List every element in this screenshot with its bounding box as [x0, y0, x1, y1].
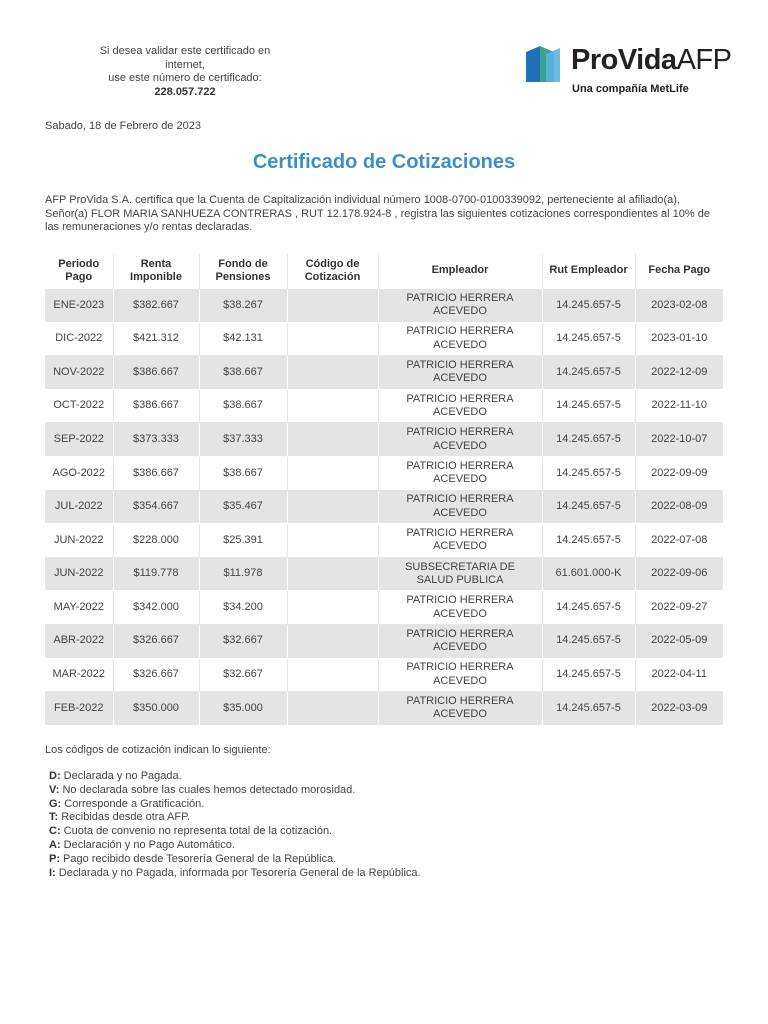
cell-rut: 14.245.657-5: [542, 456, 635, 490]
column-header-line: Imponible: [130, 271, 182, 283]
table-row: [45, 658, 723, 692]
intro-paragraph: AFP ProVida S.A. certifica que la Cuenta de Capitalización individual número 1008-0700-0100339092, perteneciente al afiliado(a), Señor(a) FLOR MARIA SANHUEZA CONTRERAS , RUT 12.178.924-8 , registra las siguientes cotizaciones correspondientes al 10% de las remuneraciones y/o rentas declaradas.: [45, 194, 710, 234]
empleador-line: ACEVEDO: [433, 674, 487, 687]
code-letter: I:: [49, 866, 56, 879]
empleador-line: ACEVEDO: [433, 708, 487, 721]
page-title: Certificado de Cotizaciones: [252, 151, 516, 173]
empleador-line: ACEVEDO: [433, 641, 487, 654]
cell-fecha: 2022-09-09: [635, 456, 723, 490]
cell-empleador: [378, 322, 542, 356]
code-item: [49, 811, 421, 825]
cell-rut: 14.245.657-5: [542, 356, 635, 390]
table-row: [45, 591, 723, 625]
cell-fecha: 2022-09-27: [635, 591, 723, 625]
cell-renta: $342.000: [113, 591, 199, 625]
cell-renta: $326.667: [113, 658, 199, 692]
column-header: [113, 253, 199, 289]
cell-fecha: 2022-03-09: [635, 692, 723, 726]
empleador-line: ACEVEDO: [433, 305, 487, 318]
cell-renta: $373.333: [113, 423, 199, 457]
table-row: [45, 490, 723, 524]
cell-fecha: 2022-08-09: [635, 490, 723, 524]
cell-fecha: 2022-09-06: [635, 557, 723, 591]
code-description: No declarada sobre las cuales hemos detectado morosidad.: [59, 783, 356, 796]
empleador-line: PATRICIO HERRERA: [406, 493, 514, 506]
cell-codigo: [287, 423, 378, 457]
cell-codigo: [287, 289, 378, 322]
code-description: Recibidas desde otra AFP.: [58, 811, 191, 824]
logo-wordmark: [571, 44, 731, 77]
empleador-line: ACEVEDO: [433, 473, 487, 486]
cell-fecha: 2022-12-09: [635, 356, 723, 390]
cell-renta: $350.000: [113, 692, 199, 726]
code-letter: C:: [49, 825, 61, 838]
cell-fondo: $38.667: [199, 389, 287, 423]
table-row: [45, 692, 723, 726]
empleador-line: ACEVEDO: [433, 372, 487, 385]
empleador-line: PATRICIO HERRERA: [406, 627, 514, 640]
cell-periodo: DIC-2022: [45, 322, 113, 356]
cell-periodo: NOV-2022: [45, 356, 113, 390]
provida-logo-mark-icon: [524, 44, 564, 84]
certificate-number: 228.057.722: [154, 85, 216, 98]
table-row: [45, 423, 723, 457]
cell-rut: 14.245.657-5: [542, 289, 635, 322]
column-header-line: Empleador: [431, 264, 489, 277]
cell-codigo: [287, 322, 378, 356]
cell-fondo: $38.267: [199, 289, 287, 322]
code-letter: T:: [49, 811, 59, 824]
cell-renta: $119.778: [113, 557, 199, 591]
cell-fondo: $11.978: [199, 557, 287, 591]
validation-line-3: use este número de certificado:: [108, 72, 262, 84]
empleador-line: PATRICIO HERRERA: [406, 459, 514, 472]
cell-rut: 14.245.657-5: [542, 692, 635, 726]
cell-periodo: MAR-2022: [45, 658, 113, 692]
cell-empleador: [378, 658, 542, 692]
contributions-table: [45, 253, 723, 726]
cell-renta: $386.667: [113, 456, 199, 490]
cell-rut: 14.245.657-5: [542, 658, 635, 692]
cell-renta: $382.667: [113, 289, 199, 322]
column-header-line: Pensiones: [215, 271, 271, 283]
cell-fecha: 2022-07-08: [635, 524, 723, 558]
table-row: [45, 456, 723, 490]
code-letter: G:: [49, 797, 62, 810]
cell-periodo: OCT-2022: [45, 389, 113, 423]
table-row: [45, 389, 723, 423]
cell-codigo: [287, 456, 378, 490]
validation-line-2: internet,: [165, 58, 205, 71]
cell-fecha: 2022-11-10: [635, 389, 723, 423]
empleador-line: PATRICIO HERRERA: [406, 526, 514, 539]
column-header-line: Fecha Pago: [648, 264, 711, 277]
column-header-line: Pago: [65, 271, 93, 283]
table-header-row: [45, 253, 723, 289]
cell-renta: $386.667: [113, 356, 199, 390]
table-row: [45, 524, 723, 558]
cell-fondo: $34.200: [199, 591, 287, 625]
column-header: [287, 253, 378, 289]
code-item: [49, 784, 421, 798]
cell-empleador: [378, 389, 542, 423]
cell-renta: $386.667: [113, 389, 199, 423]
empleador-line: ACEVEDO: [433, 506, 487, 519]
issue-date: Sabado, 18 de Febrero de 2023: [45, 120, 201, 132]
code-letter: D:: [49, 770, 61, 782]
code-letter: V:: [49, 783, 60, 796]
cell-fecha: 2023-01-10: [635, 322, 723, 356]
column-header-line: Fondo de: [218, 257, 268, 270]
empleador-line: PATRICIO HERRERA: [406, 358, 514, 371]
empleador-line: ACEVEDO: [433, 338, 487, 351]
codes-legend: [49, 770, 421, 880]
code-item: [49, 770, 421, 784]
cell-renta: $228.000: [113, 524, 199, 558]
cell-fondo: $35.000: [199, 692, 287, 726]
cell-fecha: 2022-05-09: [635, 624, 723, 658]
empleador-line: PATRICIO HERRERA: [406, 594, 514, 607]
empleador-line: PATRICIO HERRERA: [406, 392, 514, 405]
column-header: [542, 253, 635, 289]
cell-rut: 14.245.657-5: [542, 423, 635, 457]
code-description: Declaración y no Pago Automático.: [60, 838, 235, 851]
column-header-line: Código de: [305, 257, 360, 270]
validation-line-1: Si desea validar este certificado en: [99, 45, 271, 57]
cell-codigo: [287, 658, 378, 692]
code-description: Pago recibido desde Tesorería General de la República.: [60, 852, 337, 865]
column-header: [199, 253, 287, 289]
cell-empleador: [378, 356, 542, 390]
column-header-line: Renta: [140, 257, 172, 270]
code-description: Declarada y no Pagada, informada por Tesorería General de la República.: [55, 866, 421, 879]
cell-periodo: MAY-2022: [45, 591, 113, 625]
logo-brand: ProVida: [571, 44, 677, 76]
cell-rut: 61.601.000-K: [542, 557, 635, 591]
column-header-line: Periodo: [58, 257, 100, 270]
cell-empleador: [378, 423, 542, 457]
cell-rut: 14.245.657-5: [542, 591, 635, 625]
cell-codigo: [287, 490, 378, 524]
logo-suffix: AFP: [676, 44, 732, 76]
table-row: [45, 322, 723, 356]
empleador-line: PATRICIO HERRERA: [406, 426, 514, 439]
empleador-line: ACEVEDO: [433, 406, 487, 419]
cell-codigo: [287, 524, 378, 558]
code-description: Cuota de convenio no representa total de la cotización.: [60, 825, 333, 838]
cell-empleador: [378, 591, 542, 625]
cell-fondo: $32.667: [199, 658, 287, 692]
cell-renta: $421.312: [113, 322, 199, 356]
empleador-line: PATRICIO HERRERA: [406, 661, 514, 674]
cell-empleador: [378, 289, 542, 322]
cell-rut: 14.245.657-5: [542, 624, 635, 658]
cell-fondo: $32.667: [199, 624, 287, 658]
cell-codigo: [287, 692, 378, 726]
provida-logo: [524, 44, 732, 100]
cell-fondo: $38.667: [199, 456, 287, 490]
code-item: [49, 798, 421, 812]
column-header: [378, 253, 542, 289]
cell-fondo: $37.333: [199, 423, 287, 457]
cell-periodo: JUN-2022: [45, 524, 113, 558]
cell-renta: $326.667: [113, 624, 199, 658]
code-description: Corresponde a Gratificación.: [61, 797, 205, 810]
cell-periodo: JUN-2022: [45, 557, 113, 591]
cell-empleador: [378, 524, 542, 558]
cell-empleador: [378, 456, 542, 490]
cell-empleador: [378, 490, 542, 524]
empleador-line: SALUD PUBLICA: [416, 574, 504, 587]
cell-periodo: SEP-2022: [45, 423, 113, 457]
cell-empleador: [378, 557, 542, 591]
cell-fondo: $42.131: [199, 322, 287, 356]
column-header-line: Rut Empleador: [549, 264, 628, 277]
cell-rut: 14.245.657-5: [542, 322, 635, 356]
column-header: [45, 253, 113, 289]
code-letter: A:: [49, 838, 61, 851]
cell-codigo: [287, 624, 378, 658]
table-body: [45, 289, 723, 725]
cell-fondo: $25.391: [199, 524, 287, 558]
cell-codigo: [287, 557, 378, 591]
codes-intro: Los códigos de cotización indican lo siguiente:: [45, 744, 271, 756]
cell-empleador: [378, 624, 542, 658]
code-item: [49, 825, 421, 839]
empleador-line: SUBSECRETARIA DE: [405, 560, 515, 573]
cell-periodo: ABR-2022: [45, 624, 113, 658]
empleador-line: ACEVEDO: [433, 607, 487, 620]
cell-rut: 14.245.657-5: [542, 389, 635, 423]
column-header-line: Cotización: [304, 271, 361, 283]
cell-codigo: [287, 389, 378, 423]
table-row: [45, 289, 723, 322]
code-letter: P:: [49, 852, 60, 865]
empleador-line: ACEVEDO: [433, 540, 487, 553]
empleador-line: ACEVEDO: [433, 439, 487, 452]
empleador-line: PATRICIO HERRERA: [406, 325, 514, 338]
cell-periodo: ENE-2023: [45, 289, 113, 322]
column-header: [635, 253, 723, 289]
cell-fondo: $35.467: [199, 490, 287, 524]
code-item: [49, 839, 421, 853]
cell-empleador: [378, 692, 542, 726]
cell-periodo: FEB-2022: [45, 692, 113, 726]
empleador-line: PATRICIO HERRERA: [406, 694, 514, 707]
table-row: [45, 624, 723, 658]
cell-renta: $354.667: [113, 490, 199, 524]
logo-tagline: Una compañía MetLife: [572, 83, 689, 95]
table-row: [45, 557, 723, 591]
cell-fecha: 2023-02-08: [635, 289, 723, 322]
empleador-line: PATRICIO HERRERA: [406, 291, 514, 304]
certificate-validation-note: [45, 45, 325, 99]
cell-rut: 14.245.657-5: [542, 490, 635, 524]
cell-codigo: [287, 591, 378, 625]
code-item: [49, 853, 421, 867]
cell-fondo: $38.667: [199, 356, 287, 390]
table-row: [45, 356, 723, 390]
cell-rut: 14.245.657-5: [542, 524, 635, 558]
cell-fecha: 2022-04-11: [635, 658, 723, 692]
cell-fecha: 2022-10-07: [635, 423, 723, 457]
code-description: Declarada y no Pagada.: [60, 770, 182, 782]
cell-periodo: AGO-2022: [45, 456, 113, 490]
cell-periodo: JUL-2022: [45, 490, 113, 524]
cell-codigo: [287, 356, 378, 390]
code-item: [49, 867, 421, 881]
